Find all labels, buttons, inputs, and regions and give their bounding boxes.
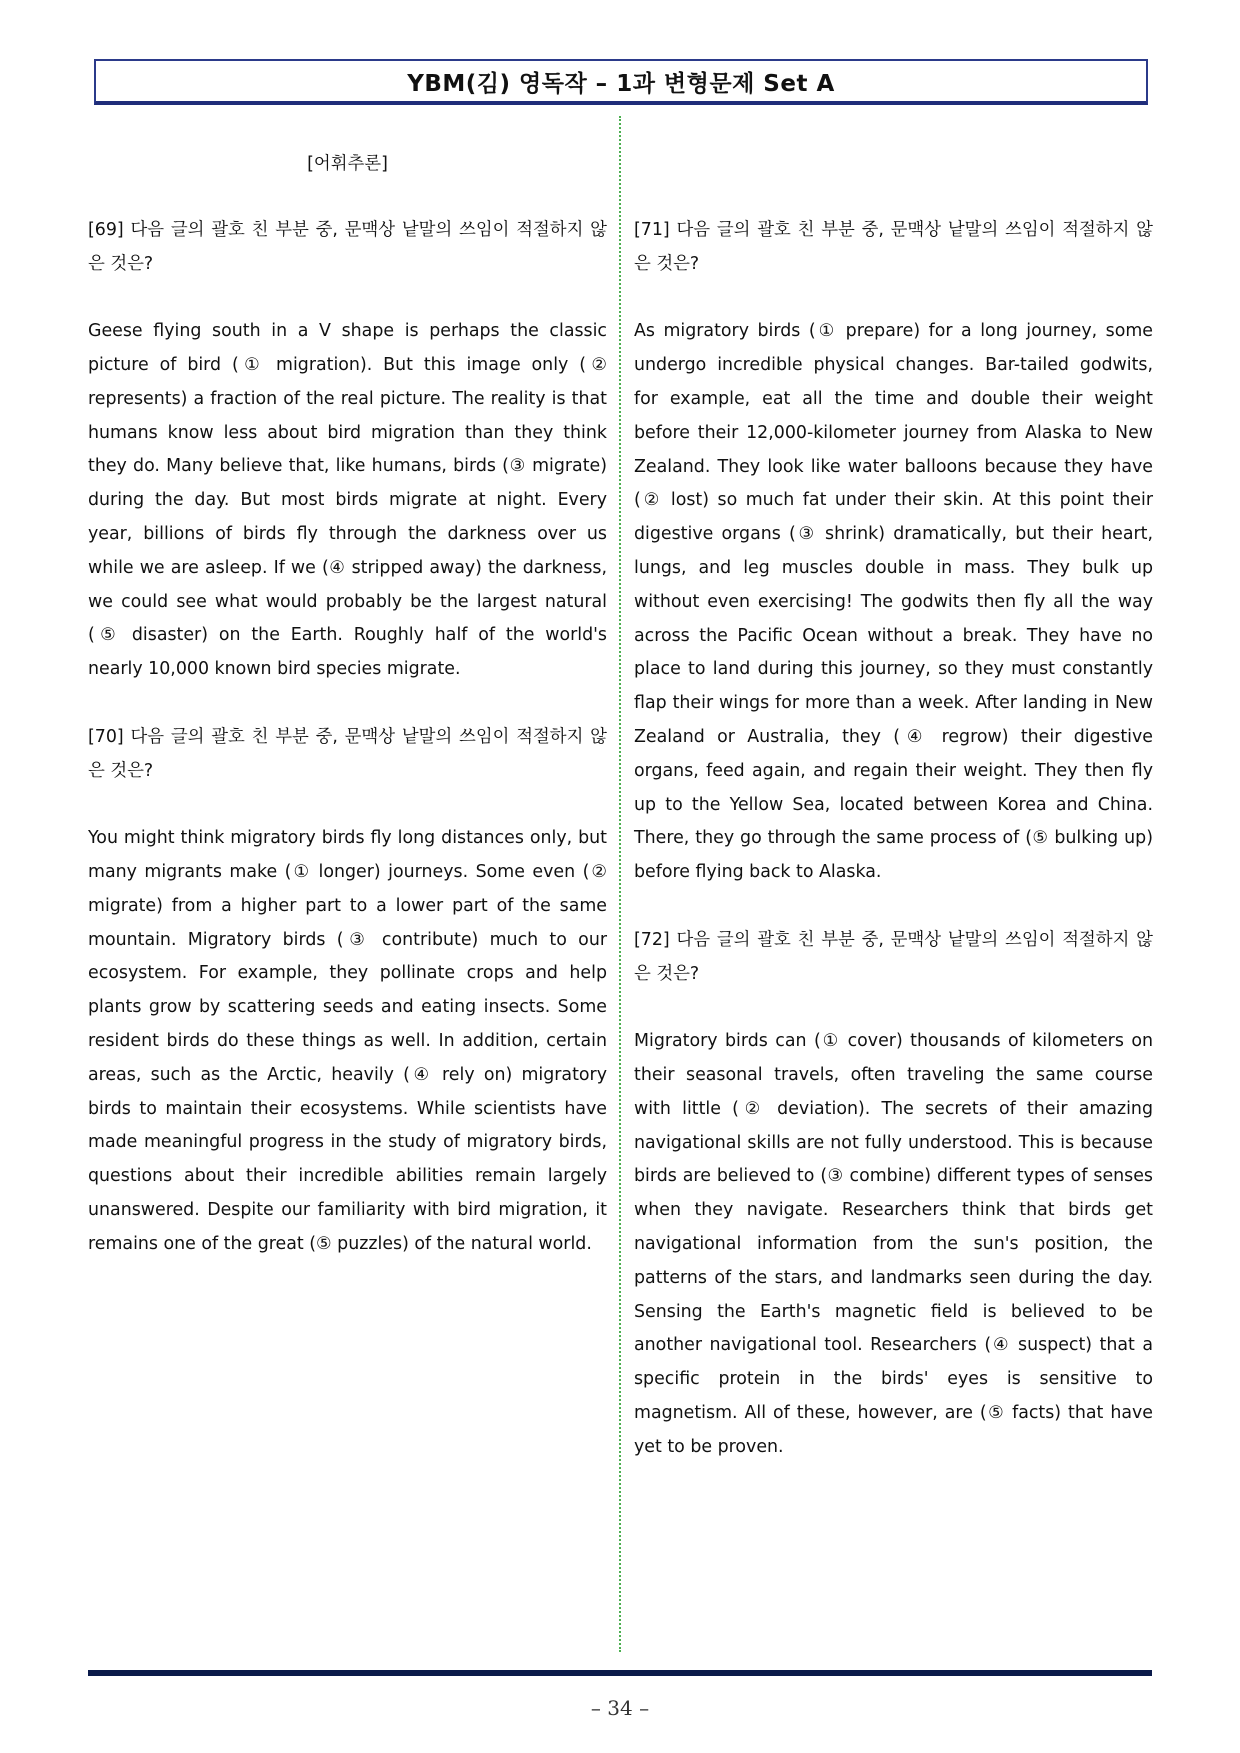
passage-71: As migratory birds (① prepare) for a long journey, some undergo incredible physical changes. Bar-tailed godwits, for example, eat all the time and double their weight before their 12,000-kilometer journey from Alaska to New Zealand. They look like water balloons because they have (② lost) so much fat under their skin. At this point their digestive organs (③ shrink) dramatically, but their heart, lungs, and leg muscles double in mass. They bulk up without even exercising! The godwits then fly all the way across the Pacific Ocean without a break. They have no place to land during this journey, so they must constantly flap their wings for more than a week. After landing in New Zealand or Australia, they (④ regrow) their digestive organs, feed again, and regain their weight. They then fly up to the Yellow Sea, located between Korea and China. There, they go through the same process of (⑤ bulking up) before flying back to Alaska. [634,321,1153,883]
section-label: [어휘추론] [307,154,388,174]
passage-72: Migratory birds can (① cover) thousands of kilometers on their seasonal travels, often traveling the same course with little (② deviation). The secrets of their amazing navigational skills are not fully understood. This is because birds are believed to (③ combine) different types of senses when they navigate. Researchers think that birds get navigational information from the sun's position, the patterns of the stars, and landmarks seen during the day. Sensing the Earth's magnetic field is believed to be another navigational tool. Researchers (④ suspect) that a specific protein in the birds' eyes is sensitive to magnetism. All of these, however, are (⑤ facts) that have yet to be proven. [634,1031,1153,1457]
column-divider [619,116,621,1652]
question-72: [72] 다음 글의 괄호 친 부분 중, 문맥상 낱말의 쓰임이 적절하지 않은 것은? [634,929,1153,984]
passage-69: Geese flying south in a V shape is perhaps the classic picture of bird (① migration). But this image only (② represents) a fraction of the real picture. The reality is that humans know less about bird migration than they think they do. Many believe that, like humans, birds (③ migrate) during the day. But most birds migrate at night. Every year, billions of birds fly through the darkness over us while we are asleep. If we (④ stripped away) the darkness, we could see what would probably be the largest natural (⑤ disaster) on the Earth. Roughly half of the world's nearly 10,000 known bird species migrate. [88,321,607,680]
page-header [94,59,1148,105]
question-69: [69] 다음 글의 괄호 친 부분 중, 문맥상 낱말의 쓰임이 적절하지 않은 것은? [88,219,607,274]
left-column [88,148,607,1295]
page-number: – 34 – [590,1696,650,1720]
question-71: [71] 다음 글의 괄호 친 부분 중, 문맥상 낱말의 쓰임이 적절하지 않은 것은? [634,220,1153,274]
passage-70: You might think migratory birds fly long distances only, but many migrants make (① longer) journeys. Some even (② migrate) from a higher part to a lower part of the same mountain. Migratory birds (③ contribute) much to our ecosystem. For example, they pollinate crops and help plants grow by scattering seeds and eating insects. Some resident birds do these things as well. In addition, certain areas, such as the Arctic, heavily (④ rely on) migratory birds to maintain their ecosystems. While scientists have made meaningful progress in the study of migratory birds, questions about their incredible abilities remain largely unanswered. Despite our familiarity with bird migration, it remains one of the great (⑤ puzzles) of the natural world. [88,828,607,1254]
right-column [634,214,1153,1498]
page-title: YBM(김) 영독작 – 1과 변형문제 Set A [407,70,835,97]
question-70: [70] 다음 글의 괄호 친 부분 중, 문맥상 낱말의 쓰임이 적절하지 않은 것은? [88,726,607,781]
footer-rule [88,1670,1152,1676]
